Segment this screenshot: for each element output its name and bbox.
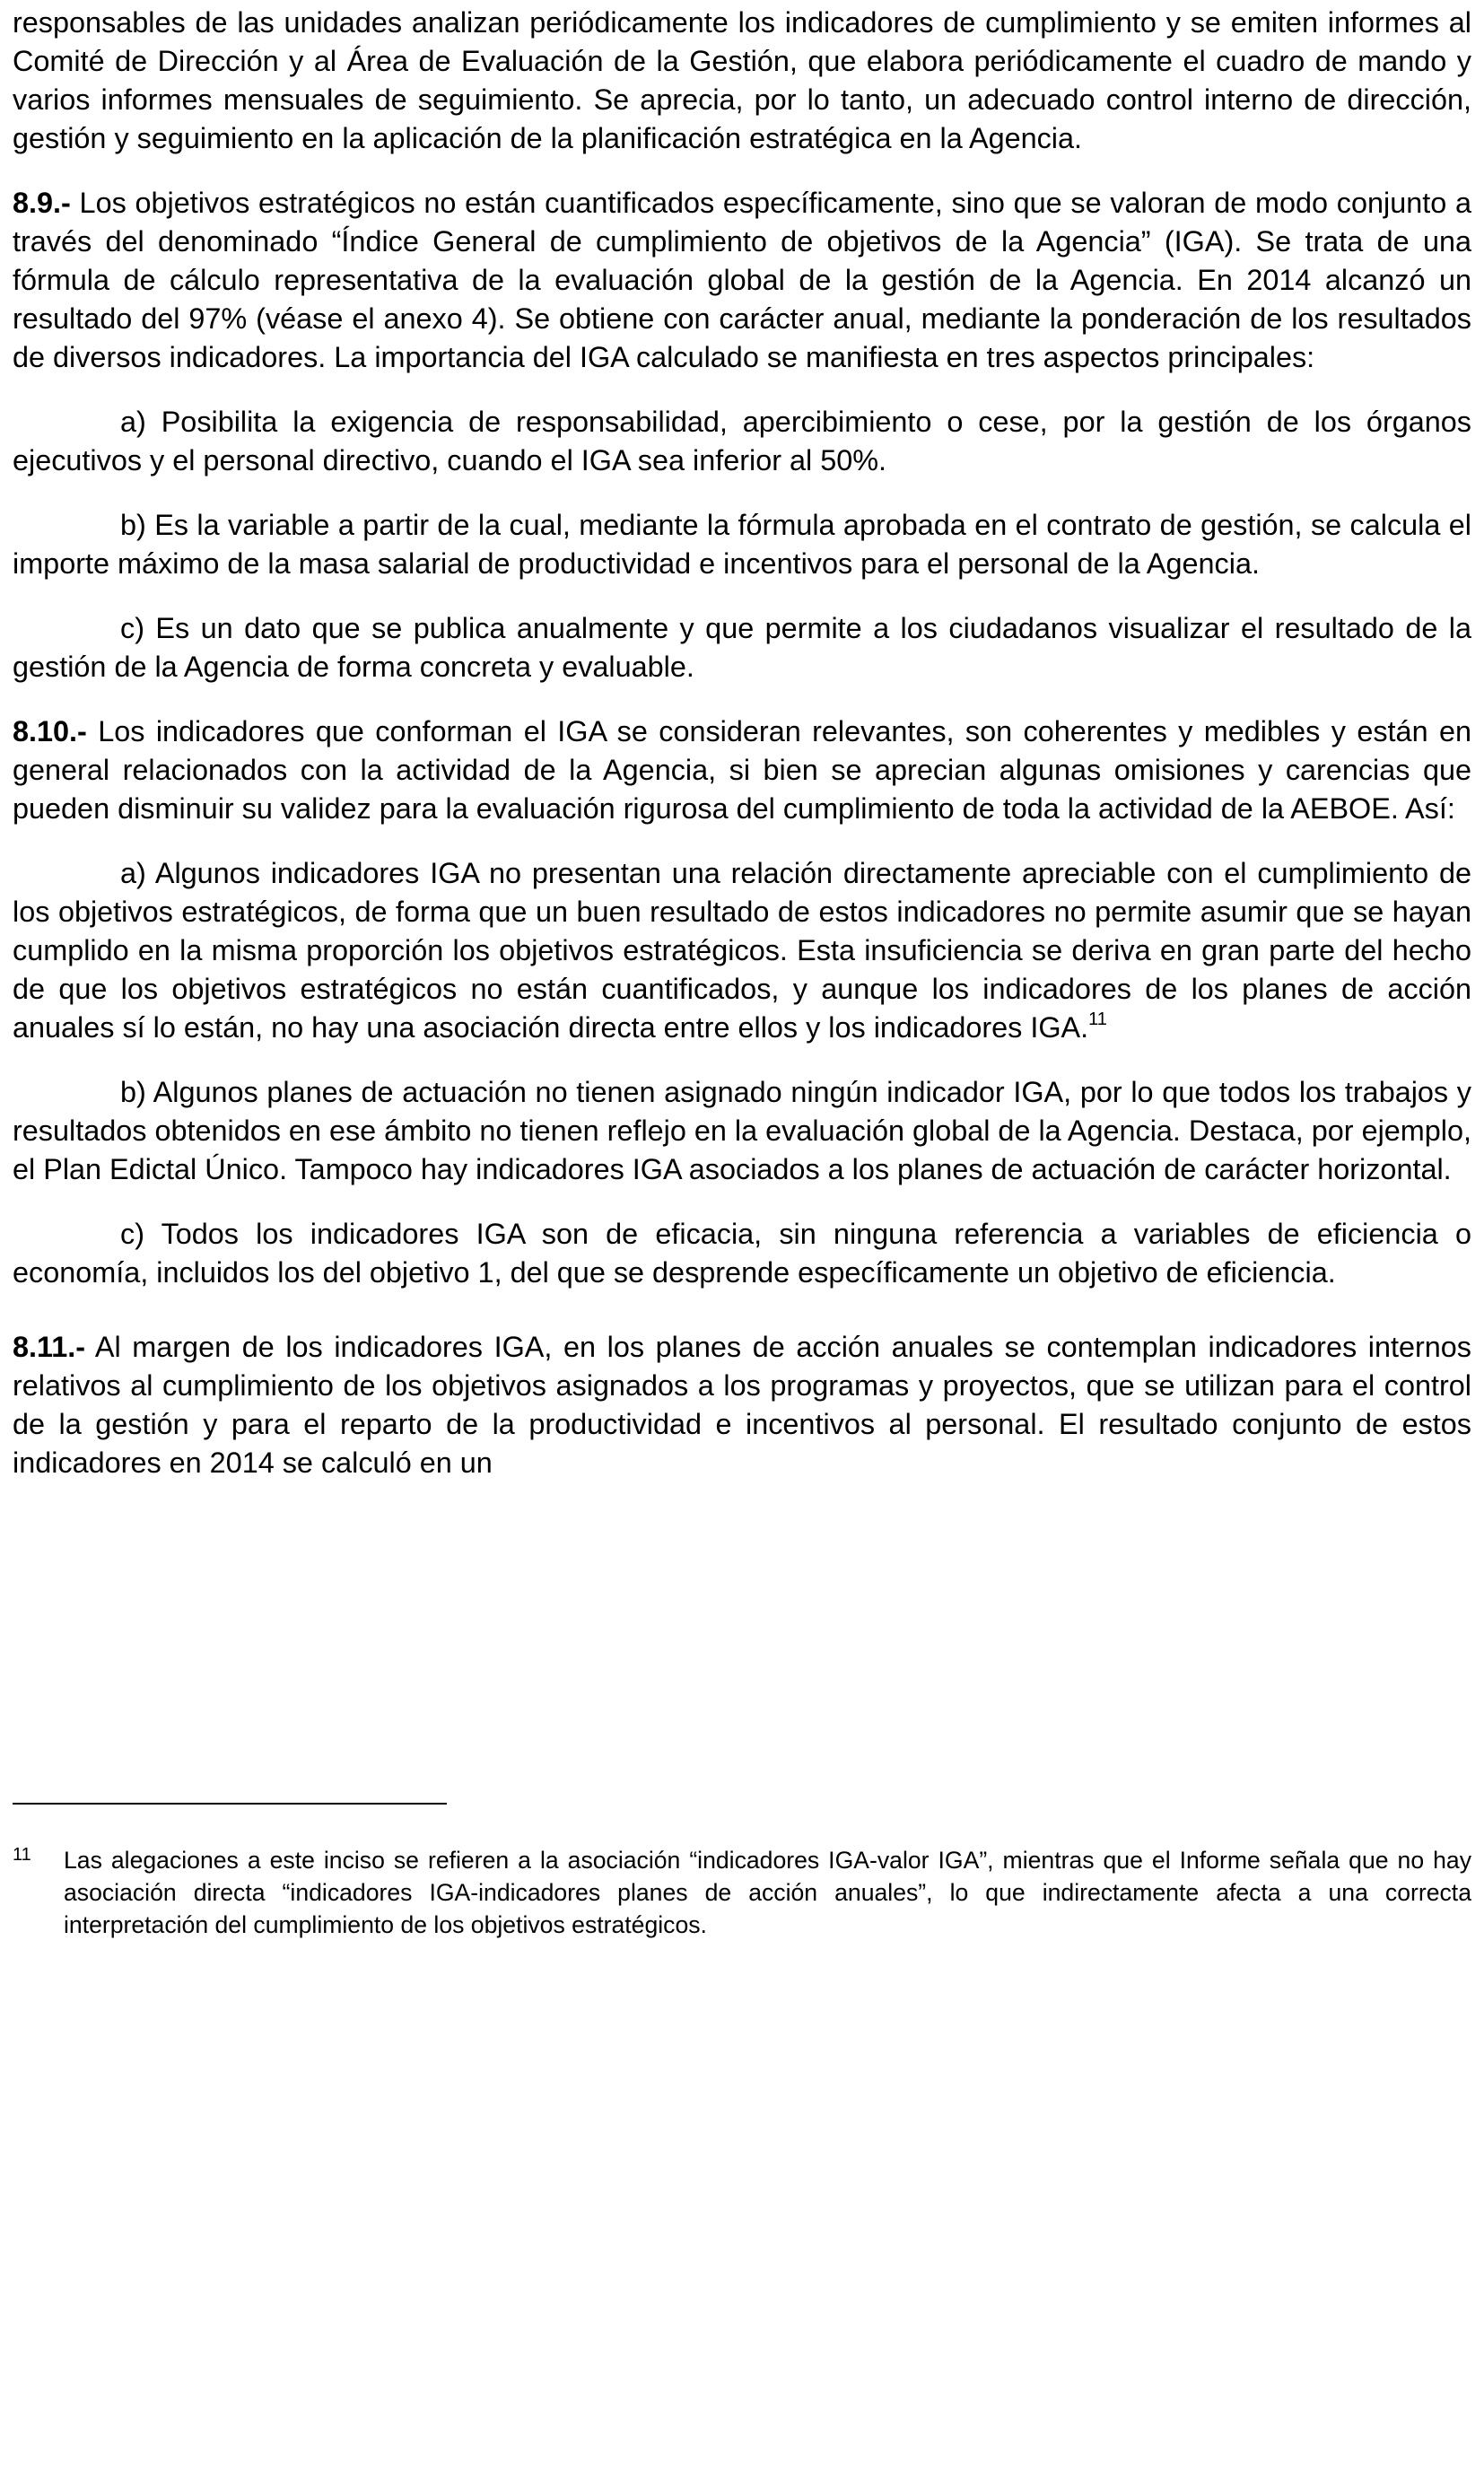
- paragraph-8-10-c: [13, 1215, 1471, 1292]
- section-number: 8.10.-: [13, 715, 87, 747]
- paragraph-intro: [13, 4, 1471, 158]
- footnote-text: Las alegaciones a este inciso se refieren a la asociación “indicadores IGA-valor IGA”, mientras que el Informe señala que no hay asociación directa “indicadores IGA-indicadores planes de acción anuales”, lo que indirectamente afecta a una correcta interpretación del cumplimiento de los objetivos estratégicos.: [64, 1847, 1471, 1938]
- paragraph-text: c) Todos los indicadores IGA son de eficacia, sin ninguna referencia a variables de eficiencia o economía, incluidos los del objetivo 1, del que se desprende específicamente un objetivo de eficiencia.: [13, 1218, 1471, 1289]
- paragraph-8-9-b: [13, 506, 1471, 583]
- paragraph-text: Los objetivos estratégicos no están cuantificados específicamente, sino que se valoran de modo conjunto a través del denominado “Índice General de cumplimiento de objetivos de la Agencia” (IGA). Se trata de una fórmula de cálculo representativa de la evaluación global de la gestión de la Agencia. En 2014 alcanzó un resultado del 97% (véase el anexo 4). Se obtiene con carácter anual, mediante la ponderación de los resultados de diversos indicadores. La importancia del IGA calculado se manifiesta en tres aspectos principales:: [13, 187, 1471, 373]
- paragraph-text: a) Posibilita la exigencia de responsabilidad, apercibimiento o cese, por la gestión de los órganos ejecutivos y el personal directivo, cuando el IGA sea inferior al 50%.: [13, 406, 1471, 476]
- paragraph-8-10-a: [13, 854, 1471, 1047]
- section-number: 8.11.-: [13, 1331, 86, 1363]
- section-number: 8.9.-: [13, 187, 71, 219]
- paragraph-8-9-a: [13, 403, 1471, 480]
- paragraph-text: c) Es un dato que se publica anualmente y que permite a los ciudadanos visualizar el resultado de la gestión de la Agencia de forma concreta y evaluable.: [13, 612, 1471, 683]
- paragraph-text: Al margen de los indicadores IGA, en los planes de acción anuales se contemplan indicadores internos relativos al cumplimiento de los objetivos asignados a los programas y proyectos, que se utilizan para el control de la gestión y para el reparto de la productividad e incentivos al personal. El resultado conjunto de estos indicadores en 2014 se calculó en un: [13, 1331, 1471, 1479]
- paragraph-text: b) Algunos planes de actuación no tienen asignado ningún indicador IGA, por lo que todos los trabajos y resultados obtenidos en ese ámbito no tienen reflejo en la evaluación global de la Agencia. Destaca, por ejemplo, el Plan Edictal Único. Tampoco hay indicadores IGA asociados a los planes de actuación de carácter horizontal.: [13, 1076, 1472, 1185]
- footnote: [13, 1844, 1471, 1941]
- footnote-separator: [13, 1803, 447, 1805]
- paragraph-text: responsables de las unidades analizan periódicamente los indicadores de cumplimiento y se emiten informes al Comité de Dirección y al Área de Evaluación de la Gestión, que elabora periódicamente el cuadro de mando y varios informes mensuales de seguimiento. Se aprecia, por lo tanto, un adecuado control interno de dirección, gestión y seguimiento en la aplicación de la planificación estratégica en la Agencia.: [13, 6, 1471, 154]
- paragraph-8-9-c: [13, 609, 1471, 686]
- paragraph-8-9: [13, 184, 1471, 377]
- paragraph-8-10: [13, 712, 1471, 828]
- paragraph-8-10-b: [13, 1073, 1471, 1189]
- footnote-number: 11: [13, 1845, 31, 1865]
- paragraph-8-11: [13, 1328, 1471, 1482]
- document-page: [13, 4, 1471, 1508]
- paragraph-text: Los indicadores que conforman el IGA se consideran relevantes, son coherentes y medibles y están en general relacionados con la actividad de la Agencia, si bien se aprecian algunas omisiones y carencias que pueden disminuir su validez para la evaluación rigurosa del cumplimiento de toda la actividad de la AEBOE. Así:: [13, 715, 1471, 825]
- paragraph-text: b) Es la variable a partir de la cual, mediante la fórmula aprobada en el contrato de gestión, se calcula el importe máximo de la masa salarial de productividad e incentivos para el personal de la Agencia.: [13, 509, 1471, 580]
- paragraph-text: a) Algunos indicadores IGA no presentan una relación directamente apreciable con el cumplimiento de los objetivos estratégicos, de forma que un buen resultado de estos indicadores no permite asumir que se hayan cumplido en la misma proporción los objetivos estratégicos. Esta insuficiencia se deriva en gran parte del hecho de que los objetivos estratégicos no están cuantificados, y aunque los indicadores de los planes de acción anuales sí lo están, no hay una asociación directa entre ellos y los indicadores IGA.: [13, 857, 1471, 1044]
- footnote-reference[interactable]: 11: [1088, 1010, 1107, 1029]
